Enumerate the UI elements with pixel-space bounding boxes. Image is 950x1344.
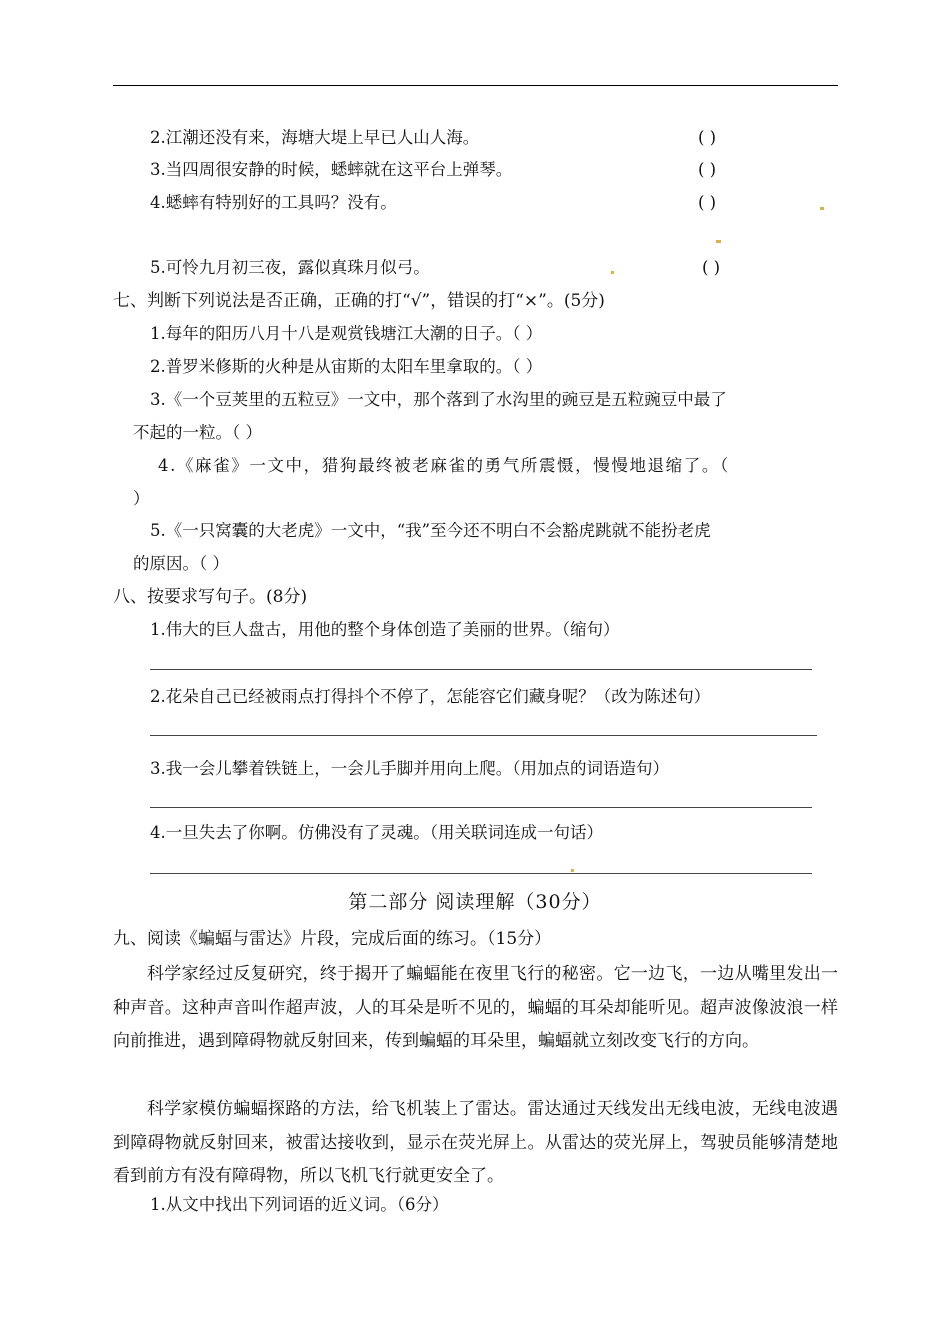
reading-paragraph-2: 科学家模仿蝙蝠探路的方法，给飞机装上了雷达。雷达通过天线发出无线电波，无线电波遇到障碍物就反射回来，被雷达接收到，显示在荧光屏上。从雷达的荧光屏上，驾驶员能够清楚地看到前方有没有障碍物，所以飞机飞行就更安全了。 [113, 1099, 838, 1186]
s8-answer-line-1[interactable] [150, 669, 812, 670]
s6-paren-2[interactable]: ( ) [698, 128, 717, 147]
s8-answer-line-2[interactable] [150, 735, 817, 736]
header-rule [113, 85, 838, 86]
s8-answer-line-3[interactable] [150, 807, 812, 808]
s8-item-1: 1.伟大的巨人盘古，用他的整个身体创造了美丽的世界。（缩句） [150, 620, 620, 639]
part2-title: 第二部分 阅读理解（30分） [348, 891, 602, 913]
s9-question-1: 1.从文中找出下列词语的近义词。（6分） [150, 1195, 449, 1214]
s7-item-2: 2.普罗米修斯的火种是从宙斯的太阳车里拿取的。（ ） [150, 357, 543, 376]
s7-item-5b: 的原因。（ ） [133, 554, 229, 573]
section8-title: 八、按要求写句子。(8分) [113, 587, 308, 607]
s6-item-4: 4.蟋蟀有特别好的工具吗？没有。 [150, 193, 397, 212]
s7-item-4a: 4.《麻雀》一文中，猎狗最终被老麻雀的勇气所震慑，慢慢地退缩了。（ [158, 456, 730, 475]
s7-item-4b: ） [133, 489, 150, 508]
s6-paren-3[interactable]: ( ) [698, 160, 717, 179]
section7-title: 七、判断下列说法是否正确，正确的打“√”，错误的打“×”。(5分) [113, 291, 605, 311]
s8-answer-line-4[interactable] [150, 873, 812, 874]
s7-item-1: 1.每年的阳历八月十八是观赏钱塘江大潮的日子。（ ） [150, 324, 543, 343]
scan-speck [611, 271, 614, 274]
s7-item-5a: 5.《一只窝囊的大老虎》一文中，“我”至今还不明白不会豁虎跳就不能扮老虎 [150, 521, 711, 540]
s8-item-2: 2.花朵自己已经被雨点打得抖个不停了，怎能容它们藏身呢？（改为陈述句） [150, 687, 711, 706]
s6-item-5: 5.可怜九月初三夜，露似真珠月似弓。 [150, 258, 430, 277]
scan-speck [571, 869, 574, 872]
s8-item-4: 4.一旦失去了你啊。仿佛没有了灵魂。（用关联词连成一句话） [150, 823, 603, 842]
s6-item-2: 2.江潮还没有来，海塘大堤上早已人山人海。 [150, 128, 480, 147]
s7-item-3a: 3.《一个豆荚里的五粒豆》一文中，那个落到了水沟里的豌豆是五粒豌豆中最了 [150, 390, 727, 409]
scan-speck [716, 240, 721, 243]
s6-item-3: 3.当四周很安静的时候，蟋蟀就在这平台上弹琴。 [150, 160, 513, 179]
s6-paren-4[interactable]: ( ) [698, 193, 717, 212]
s8-item-3: 3.我一会儿攀着铁链上，一会儿手脚并用向上爬。（用加点的词语造句） [150, 759, 669, 778]
scan-speck [820, 207, 824, 210]
s7-item-3b: 不起的一粒。（ ） [133, 423, 262, 442]
reading-paragraph-1: 科学家经过反复研究，终于揭开了蝙蝠能在夜里飞行的秘密。它一边飞，一边从嘴里发出一种声音。这种声音叫作超声波，人的耳朵是听不见的，蝙蝠的耳朵却能听见。超声波像波浪一样向前推进，遇到障碍物就反射回来，传到蝙蝠的耳朵里，蝙蝠就立刻改变飞行的方向。 [113, 964, 838, 1051]
section9-title: 九、阅读《蝙蝠与雷达》片段，完成后面的练习。（15分） [113, 929, 552, 949]
s6-paren-5[interactable]: ( ) [702, 258, 721, 277]
